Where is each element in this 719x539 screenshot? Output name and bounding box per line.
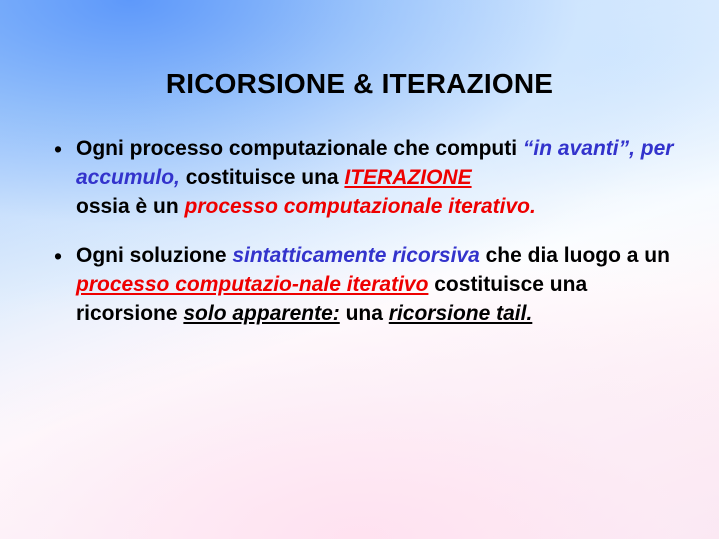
- bullet1-seg4: ossia è un: [76, 195, 185, 218]
- bullet2-seg6: una: [339, 302, 389, 325]
- bullet2-seg5: solo apparente:: [183, 302, 340, 325]
- bullet-text-iterazione: [76, 134, 688, 221]
- bullet2-seg4: costituisce una ricorsione: [76, 273, 588, 325]
- bullet1-seg3: ITERAZIONE: [344, 166, 472, 189]
- bullet1-seg2: costituisce una: [179, 166, 345, 189]
- bullet2-seg0: Ogni soluzione: [76, 244, 233, 267]
- slide-body: [48, 134, 688, 344]
- bullet2-seg2: che dia luogo a un: [479, 244, 670, 267]
- bullet-marker-icon: •: [54, 136, 63, 162]
- page-title: RICORSIONE & ITERAZIONE: [165, 68, 554, 99]
- bullet-marker-icon: •: [54, 243, 63, 269]
- bullet1-seg5: processo computazionale iterativo.: [184, 195, 536, 218]
- bullet2-seg7: ricorsione tail.: [388, 302, 533, 325]
- list-item: [48, 241, 688, 328]
- bullet1-seg1: “in avanti”, per accumulo,: [76, 137, 674, 189]
- bullet2-seg3: processo computazio-nale iterativo: [76, 273, 429, 296]
- bullet1-seg0: Ogni processo computazionale che computi: [76, 137, 523, 160]
- list-item: [48, 134, 688, 221]
- bullet2-seg1: sintatticamente ricorsiva: [232, 244, 480, 267]
- bullet-text-ricorsione: [76, 241, 688, 328]
